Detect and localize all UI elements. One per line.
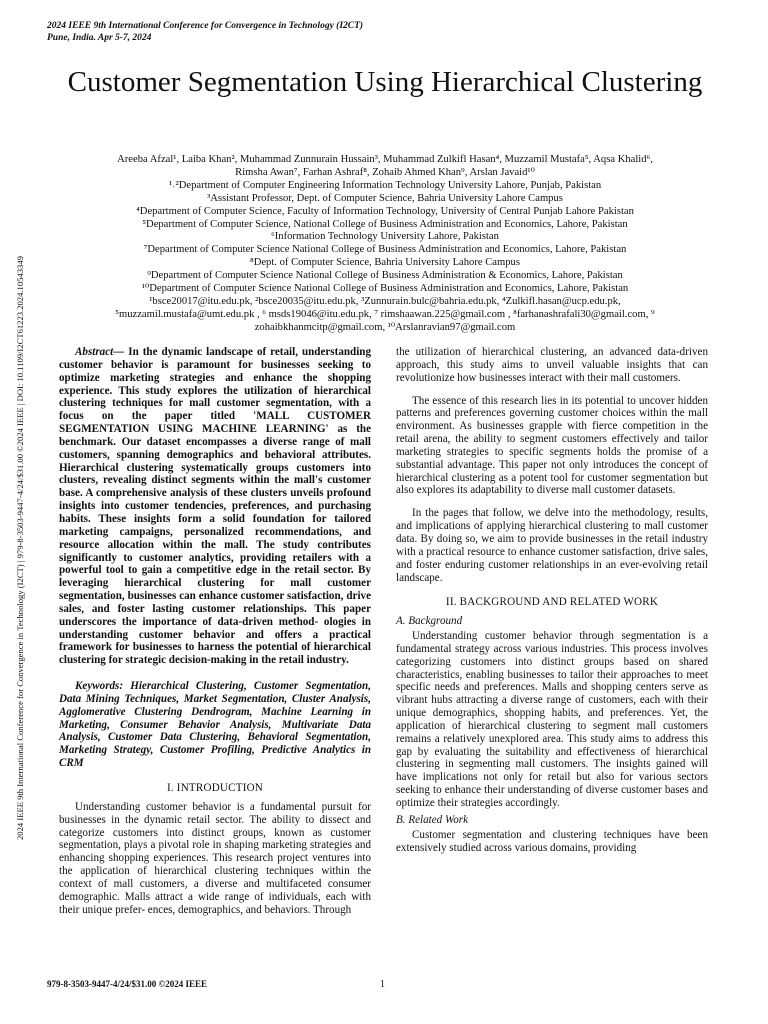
abstract-label: Abstract—	[75, 346, 125, 358]
conference-name: 2024 IEEE 9th International Conference for Convergence in Technology (I2CT)	[47, 21, 364, 31]
intro-paragraph: The essence of this research lies in its potential to uncover hidden patterns and preferences governing customer choices within the mall environment. As businesses grapple with fierce competition in the retail arena, the ability to segment customers effectively and tailor marketing strategies to specific segments holds the promise of a substantial advantage. This paper not only introduces the concept of hierarchical clustering as a potent tool for customer segmentation but also explores its adaptability to diverse mall customer datasets.	[396, 394, 708, 497]
right-column	[396, 346, 708, 854]
conference-location: Pune, India. Apr 5-7, 2024	[47, 33, 152, 43]
section-heading-introduction: I. INTRODUCTION	[166, 782, 264, 794]
affiliation-line: ⁶Information Technology University Lahore, Pakistan	[271, 231, 499, 243]
intro-continuation: the utilization of hierarchical clustering, an advanced data-driven approach, this study aims to unveil valuable insights that can revolutionize how businesses interact with their mall customers.	[396, 346, 708, 384]
copyright-footer: 979-8-3503-9447-4/24/$31.00 ©2024 IEEE	[47, 979, 207, 989]
subsection-heading-background: A. Background	[396, 615, 463, 628]
affiliation-line: ³Assistant Professor, Dept. of Computer Science, Bahria University Lahore Campus	[207, 192, 563, 204]
conference-header	[47, 20, 363, 44]
doi-sidebar: 2024 IEEE 9th International Conference for Convergence in Technology (I2CT) | 979-8-3503-9447-4/24/$31.00 ©2024 IEEE | DOI: 10.1109/I2CT61223.2024.10543349	[15, 256, 25, 840]
paper-title: Customer Segmentation Using Hierarchical Clustering	[67, 66, 703, 98]
email-line: ⁵muzzamil.mustafa@umt.edu.pk , ⁶ msds19046@itu.edu.pk, ⁷ rimshaawan.225@gmail.com , ⁸farhanashrafali30@gmail.com, ⁹	[115, 308, 655, 320]
affiliation-line: ¹⁰Department of Computer Science National College of Business Administration and Economics, Lahore, Pakistan	[141, 283, 629, 295]
affiliation-line: ⁵Department of Computer Science, National College of Business Administration and Economics, Lahore, Pakistan	[142, 218, 628, 230]
affiliation-line: ⁸Dept. of Computer Science, Bahria University Lahore Campus	[250, 257, 520, 269]
author-block	[56, 154, 714, 335]
author-line: Rimsha Awan⁷, Farhan Ashraf⁸, Zohaib Ahmed Khan⁹, Arslan Javaid¹⁰	[235, 166, 535, 178]
intro-paragraph: In the pages that follow, we delve into the methodology, results, and implications of applying hierarchical clustering to mall customer data. By doing so, we aim to provide businesses in the retail industry with a practical resource to enhance customer satisfaction, drive sales, and foster enduring customer relationships in an ever-evolving retail landscape.	[396, 507, 708, 584]
intro-paragraph: Understanding customer behavior is a fundamental pursuit for businesses in the dynamic retail sector. The ability to dissect and categorize customers into distinct groups, known as customer segmentation, plays a pivotal role in shaping marketing strategies and enhancing shopping experiences. This research project ventures into the application of hierarchical clustering techniques within the context of mall customers, a diverse and multifaceted consumer demographic. Malls attract a wide range of individuals, each with their unique prefer- ences, demographics, and behaviors. Through	[59, 800, 371, 916]
abstract	[59, 346, 371, 667]
affiliation-line: ¹˒²Department of Computer Engineering Information Technology University Lahore, Punjab, Pakistan	[168, 179, 602, 191]
subsection-heading-related-work: B. Related Work	[396, 813, 468, 826]
email-line: zohaibkhanmcitp@gmail.com, ¹⁰Arslanravian97@gmail.com	[254, 321, 516, 333]
affiliation-line: ⁹Department of Computer Science National College of Business Administration & Economics, Lahore, Pakistan	[147, 270, 623, 282]
background-paragraph: Understanding customer behavior through segmentation is a fundamental strategy across various industries. This process involves categorizing customers into distinct groups based on shared characteristics, enabling businesses to tailor their approaches to meet specific needs and preferences. Malls and shopping centers serve as vibrant hubs attracting a diverse range of customers, each with their unique demographics, shopping habits, and preferences. Yet, the application of hierarchical clustering to segment mall customers remains a relatively unexplored area. This study aims to address this gap by evaluating the suitability and effectiveness of hierarchical clustering in segmenting mall customers. The insights gained will have implications not only for retail but also for various sectors seeking to enhance their understanding of diverse customer bases and optimize their strategies accordingly.	[396, 630, 708, 809]
section-heading-background: II. BACKGROUND AND RELATED WORK	[445, 596, 659, 609]
related-work-paragraph: Customer segmentation and clustering techniques have been extensively studied across various domains, providing	[396, 828, 708, 854]
email-line: ¹bsce20017@itu.edu.pk, ²bsce20035@itu.edu.pk, ³Zunnurain.bulc@bahria.edu.pk, ⁴Zulkifl.hasan@ucp.edu.pk,	[149, 295, 621, 307]
affiliation-line: ⁷Department of Computer Science National College of Business Administration and Economics, Lahore, Pakistan	[143, 244, 627, 256]
page-number: 1	[380, 979, 385, 990]
keywords: Keywords: Hierarchical Clustering, Customer Segmentation, Data Mining Techniques, Market Segmentation, Cluster Analysis, Agglomerative Clustering Dendrogram, Machine Learning in Marketing, Consumer Behavior Analysis, Multivariate Data Analysis, Customer Data Clustering, Behavioral Segmentation, Marketing Strategy, Customer Profiling, Predictive Analytics in CRM	[59, 680, 371, 770]
affiliation-line: ⁴Department of Computer Science, Faculty of Information Technology, University of Central Punjab Lahore Pakistan	[136, 205, 634, 217]
author-line: Areeba Afzal¹, Laiba Khan², Muhammad Zunnurain Hussain³, Muhammad Zulkifl Hasan⁴, Muzzamil Mustafa⁵, Aqsa Khalid⁶,	[117, 154, 653, 165]
abstract-text: In the dynamic landscape of retail, understanding customer behavior is paramount for businesses seeking to optimize marketing strategies and enhance the shopping experience. This study explores the utilization of hierarchical clustering techniques for mall customer segmentation, with a focus on the paper titled 'MALL CUSTOMER SEGMENTATION USING MACHINE LEARNING' as the benchmark. Our dataset encompasses a diverse range of mall customers, spanning demographics and behavioral attributes. Hierarchical clustering systematically groups customers into clusters, revealing distinct segments within the mall's customer base. A comprehensive analysis of these clusters unveils profound insights into customer tendencies, preferences, and purchasing habits. These insights form a solid foundation for tailored marketing campaigns, personalized recommendations, and resource allocation within the mall. The study contributes significantly to customer analytics, providing retailers with a powerful tool to gain a competitive edge in the retail sector. By leveraging hierarchical clustering for mall customer segmentation, businesses can enhance customer satisfaction, drive sales, and foster lasting customer relationships. This paper underscores the importance of data-driven method- ologies in understanding customer behavior and offers a practical framework for businesses to harness the potential of hierarchical clustering for strategic decision-making in the retail industry.	[59, 346, 371, 667]
left-column	[59, 346, 371, 916]
